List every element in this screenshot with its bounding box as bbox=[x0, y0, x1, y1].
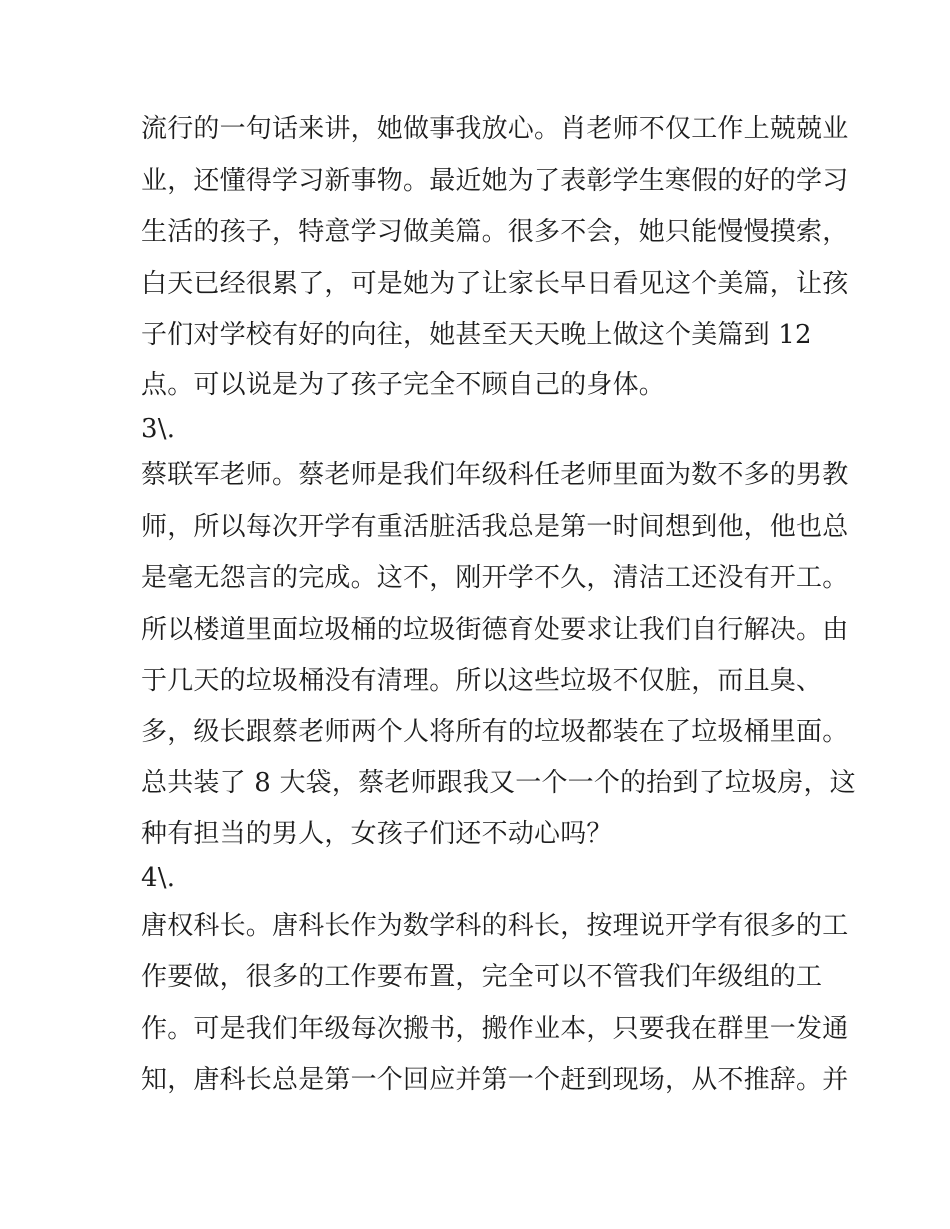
text-line: 多，级长跟蔡老师两个人将所有的垃圾都装在了垃圾桶里面。 bbox=[141, 717, 849, 747]
text-line: 作。可是我们年级每次搬书，搬作业本，只要我在群里一发通 bbox=[141, 1014, 849, 1044]
text-line: 蔡联军老师。蔡老师是我们年级科任老师里面为数不多的男教 bbox=[141, 460, 849, 490]
text-line: 白天已经很累了，可是她为了让家长早日看见这个美篇，让孩 bbox=[141, 269, 849, 299]
text-line: 总共装了 8 大袋，蔡老师跟我又一个一个的抬到了垃圾房，这 bbox=[141, 768, 856, 798]
text-line: 生活的孩子，特意学习做美篇。很多不会，她只能慢慢摸索， bbox=[141, 217, 849, 247]
text-line: 师，所以每次开学有重活脏活我总是第一时间想到他，他也总 bbox=[141, 512, 849, 542]
section-number: 3\. bbox=[141, 414, 176, 444]
text-line: 种有担当的男人，女孩子们还不动心吗？ bbox=[141, 819, 613, 849]
text-line: 是毫无怨言的完成。这不，刚开学不久，清洁工还没有开工。 bbox=[141, 563, 849, 593]
text-line: 唐权科长。唐科长作为数学科的科长，按理说开学有很多的工 bbox=[141, 911, 849, 941]
text-line: 于几天的垃圾桶没有清理。所以这些垃圾不仅脏，而且臭、 bbox=[141, 666, 823, 696]
text-line: 子们对学校有好的向往，她甚至天天晚上做这个美篇到 12 bbox=[141, 320, 812, 350]
text-line: 作要做，很多的工作要布置，完全可以不管我们年级组的工 bbox=[141, 962, 823, 992]
text-line: 流行的一句话来讲，她做事我放心。肖老师不仅工作上兢兢业 bbox=[141, 114, 849, 144]
text-line: 知，唐科长总是第一个回应并第一个赶到现场，从不推辞。并 bbox=[141, 1065, 849, 1095]
text-line: 业，还懂得学习新事物。最近她为了表彰学生寒假的好的学习 bbox=[141, 166, 849, 196]
section-number: 4\. bbox=[141, 863, 176, 893]
text-line: 所以楼道里面垃圾桶的垃圾街德育处要求让我们自行解决。由 bbox=[141, 615, 849, 645]
text-line: 点。可以说是为了孩子完全不顾自己的身体。 bbox=[141, 370, 666, 400]
